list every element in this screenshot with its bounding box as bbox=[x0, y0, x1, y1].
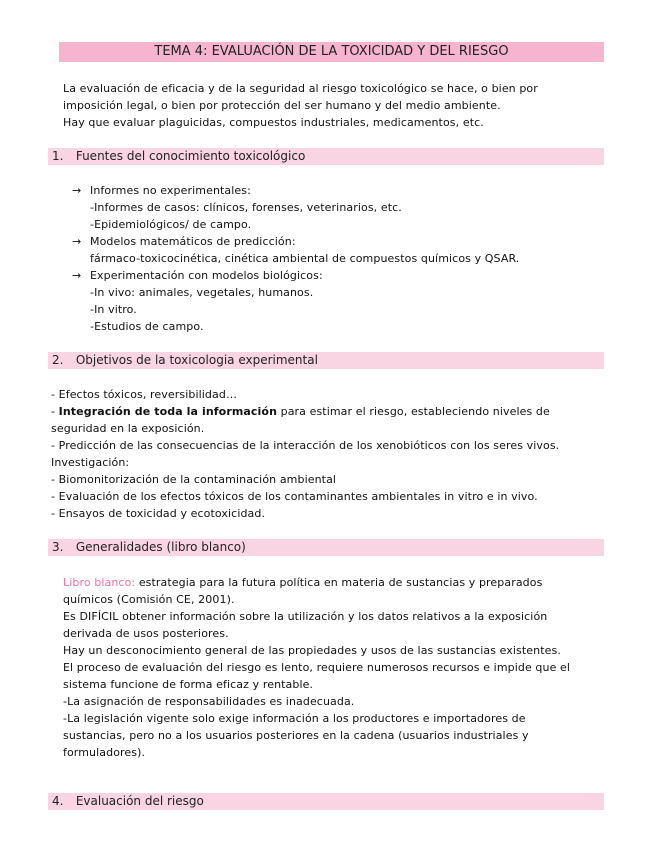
list-subitem: -Informes de casos: clínicos, forenses, veterinarios, etc. bbox=[90, 201, 402, 214]
intro-line: imposición legal, o bien por protección del ser humano y del medio ambiente. bbox=[63, 99, 501, 112]
text-line: -La asignación de responsabilidades es inadecuada. bbox=[63, 695, 355, 708]
section-1-list bbox=[62, 182, 519, 335]
list-item bbox=[62, 233, 519, 250]
section-header-2 bbox=[48, 352, 604, 369]
arrow-right-icon: → bbox=[72, 235, 82, 248]
section-header-3 bbox=[48, 539, 604, 556]
text-line: - Predicción de las consecuencias de la interacción de los xenobióticos con los seres vivos. bbox=[51, 439, 560, 452]
list-item bbox=[62, 182, 519, 199]
text-rest: estrategia para la futura política en materia de sustancias y preparados bbox=[135, 576, 543, 589]
section-number: 4. bbox=[52, 794, 64, 808]
section-title: Fuentes del conocimiento toxicológico bbox=[75, 149, 306, 163]
page-title: TEMA 4: EVALUACIÓN DE LA TOXICIDAD Y DEL RIESGO bbox=[59, 42, 604, 62]
section-header-4 bbox=[48, 793, 604, 810]
section-header-1 bbox=[48, 148, 604, 165]
highlight-term: Libro blanco: bbox=[63, 576, 136, 589]
section-number: 3. bbox=[52, 540, 64, 554]
text-line: - Evaluación de los efectos tóxicos de los contaminantes ambientales in vitro e in vivo. bbox=[51, 490, 538, 503]
text-line: - Biomonitorización de la contaminación ambiental bbox=[51, 473, 337, 486]
intro-line: La evaluación de eficacia y de la seguridad al riesgo toxicológico se hace, o bien por bbox=[63, 82, 538, 95]
text-line: derivada de usos posteriores. bbox=[63, 627, 229, 640]
text-line: Hay un desconocimiento general de las propiedades y usos de las sustancias existentes. bbox=[63, 644, 561, 657]
section-2-content bbox=[51, 386, 559, 522]
text-line: El proceso de evaluación del riesgo es lento, requiere numerosos recursos e impide que el bbox=[63, 661, 571, 674]
list-subitem: -Epidemiológicos/ de campo. bbox=[90, 218, 252, 231]
list-subitem: -In vitro. bbox=[90, 303, 137, 316]
text-line: Es DIFÍCIL obtener información sobre la utilización y los datos relativos a la exposición bbox=[63, 610, 548, 623]
intro-paragraph bbox=[63, 80, 538, 131]
section-title: Objetivos de la toxicologia experimental bbox=[75, 353, 318, 367]
arrow-right-icon: → bbox=[72, 269, 82, 282]
section-title: Generalidades (libro blanco) bbox=[75, 540, 246, 554]
text-line: - Efectos tóxicos, reversibilidad… bbox=[51, 388, 238, 401]
text-rest: para estimar el riesgo, estableciendo niveles de bbox=[277, 405, 550, 418]
text-line: sustancias, pero no a los usuarios posteriores en la cadena (usuarios industriales y bbox=[63, 729, 529, 742]
section-title: Evaluación del riesgo bbox=[75, 794, 204, 808]
text-line bbox=[51, 403, 559, 420]
text-line: sistema funcione de forma eficaz y rentable. bbox=[63, 678, 314, 691]
intro-line: Hay que evaluar plaguicidas, compuestos industriales, medicamentos, etc. bbox=[63, 116, 484, 129]
section-number: 2. bbox=[52, 353, 64, 367]
list-subitem: fármaco-toxicocinética, cinética ambiental de compuestos químicos y QSAR. bbox=[90, 252, 520, 265]
section-3-content bbox=[63, 574, 570, 761]
bold-phrase: Integración de toda la información bbox=[58, 405, 278, 418]
text-line: Investigación: bbox=[51, 456, 130, 469]
text-line: - Ensayos de toxicidad y ecotoxicidad. bbox=[51, 507, 266, 520]
text-line bbox=[63, 574, 570, 591]
list-subitem: -Estudios de campo. bbox=[90, 320, 204, 333]
section-number: 1. bbox=[52, 149, 64, 163]
text-line: químicos (Comisión CE, 2001). bbox=[63, 593, 235, 606]
list-item bbox=[62, 267, 519, 284]
text-prefix: - bbox=[51, 405, 59, 418]
list-item-label: Informes no experimentales: bbox=[90, 184, 251, 197]
list-subitem: -In vivo: animales, vegetales, humanos. bbox=[90, 286, 314, 299]
text-line: -La legislación vigente solo exige información a los productores e importadores de bbox=[63, 712, 526, 725]
arrow-right-icon: → bbox=[72, 184, 82, 197]
list-item-label: Experimentación con modelos biológicos: bbox=[90, 269, 323, 282]
text-line: formuladores). bbox=[63, 746, 146, 759]
list-item-label: Modelos matemáticos de predicción: bbox=[90, 235, 296, 248]
text-line: seguridad en la exposición. bbox=[51, 422, 205, 435]
